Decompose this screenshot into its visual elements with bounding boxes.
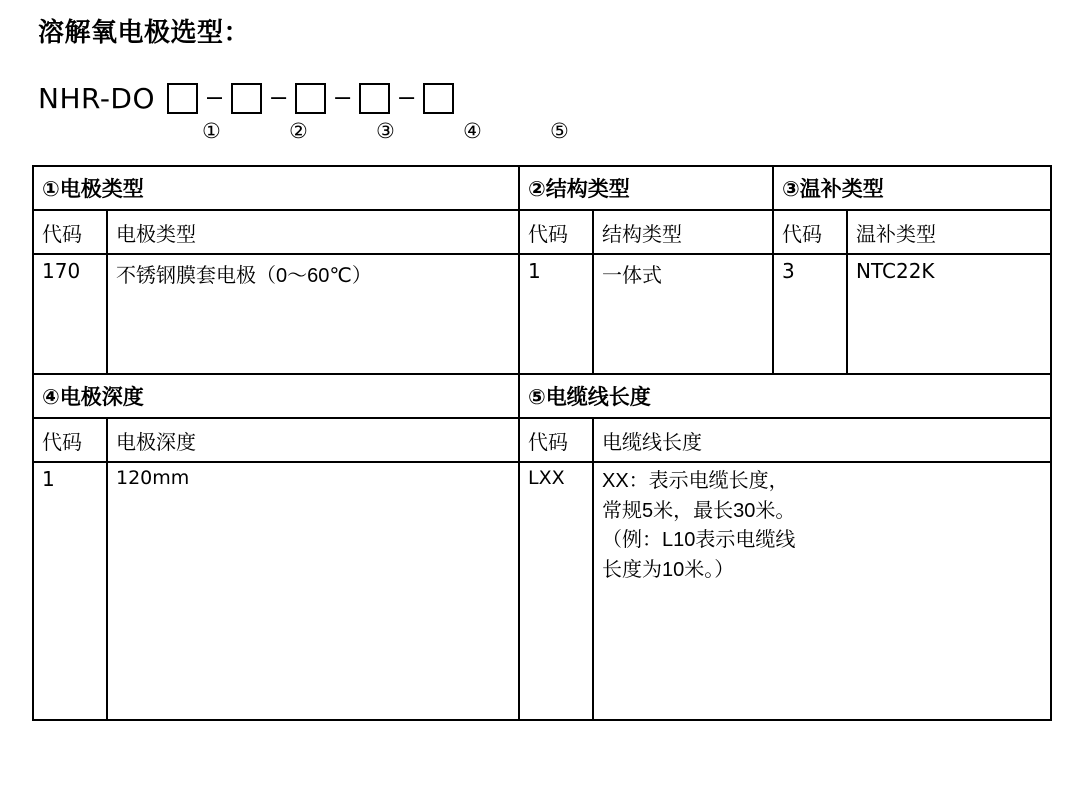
spec-table-bottom bbox=[32, 373, 1052, 721]
code-box-3[interactable] bbox=[295, 83, 326, 114]
section-heading-cable-length: ⑤电缆线长度 bbox=[519, 374, 1051, 418]
cell-name-tempcomp-3: NTC22K bbox=[847, 254, 1051, 374]
code-index-2: ② bbox=[289, 120, 308, 143]
code-box-1[interactable] bbox=[167, 83, 198, 114]
code-box-5[interactable] bbox=[423, 83, 454, 114]
column-header-code-4: 代码 bbox=[33, 418, 107, 462]
cell-code-cable-lxx: LXX bbox=[519, 462, 593, 720]
column-header-code-1: 代码 bbox=[33, 210, 107, 254]
section-heading-electrode-type: ①电极类型 bbox=[33, 166, 519, 210]
cable-desc-line-3: （例：L10表示电缆线 bbox=[602, 529, 796, 552]
cell-code-depth-1: 1 bbox=[33, 462, 107, 720]
column-header-name-3: 温补类型 bbox=[847, 210, 1051, 254]
code-separator-1: – bbox=[207, 80, 223, 111]
cable-desc-line-1: XX：表示电缆长度， bbox=[602, 470, 789, 492]
column-header-code-5: 代码 bbox=[519, 418, 593, 462]
cable-desc-line-4: 长度为10米。） bbox=[602, 558, 735, 581]
table-row bbox=[33, 418, 1051, 462]
cell-code-170: 170 bbox=[33, 254, 107, 374]
model-code-row bbox=[26, 77, 1054, 119]
cell-name-structure-1: 一体式 bbox=[593, 254, 773, 374]
code-index-row bbox=[26, 121, 1054, 151]
section-heading-electrode-depth: ④电极深度 bbox=[33, 374, 519, 418]
code-index-4: ④ bbox=[463, 120, 482, 143]
table-row bbox=[33, 254, 1051, 374]
cell-name-depth-120mm: 120mm bbox=[107, 462, 519, 720]
cell-name-cable-description bbox=[593, 462, 1051, 720]
code-index-3: ③ bbox=[376, 120, 395, 143]
column-header-code-3: 代码 bbox=[773, 210, 847, 254]
code-separator-2: – bbox=[271, 80, 287, 111]
table-row bbox=[33, 374, 1051, 418]
page-title: 溶解氧电极选型： bbox=[38, 17, 251, 47]
spec-table-top bbox=[32, 165, 1052, 375]
column-header-code-2: 代码 bbox=[519, 210, 593, 254]
column-header-name-5: 电缆线长度 bbox=[593, 418, 1051, 462]
cell-name-170: 不锈钢膜套电极（0～60℃） bbox=[107, 254, 519, 374]
cell-code-tempcomp-3: 3 bbox=[773, 254, 847, 374]
code-index-1: ① bbox=[202, 120, 221, 143]
code-box-4[interactable] bbox=[359, 83, 390, 114]
code-separator-3: – bbox=[335, 80, 351, 111]
cable-desc-line-2: 常规5米，最长30米。 bbox=[602, 499, 796, 522]
code-index-5: ⑤ bbox=[550, 120, 569, 143]
table-row bbox=[33, 166, 1051, 210]
section-heading-temp-comp-type: ③温补类型 bbox=[773, 166, 1051, 210]
code-separator-4: – bbox=[399, 80, 415, 111]
section-heading-structure-type: ②结构类型 bbox=[519, 166, 773, 210]
column-header-name-1: 电极类型 bbox=[107, 210, 519, 254]
model-prefix-label: NHR-DO bbox=[38, 81, 156, 115]
table-row bbox=[33, 210, 1051, 254]
code-box-2[interactable] bbox=[231, 83, 262, 114]
cell-code-structure-1: 1 bbox=[519, 254, 593, 374]
column-header-name-2: 结构类型 bbox=[593, 210, 773, 254]
column-header-name-4: 电极深度 bbox=[107, 418, 519, 462]
table-row bbox=[33, 462, 1051, 720]
